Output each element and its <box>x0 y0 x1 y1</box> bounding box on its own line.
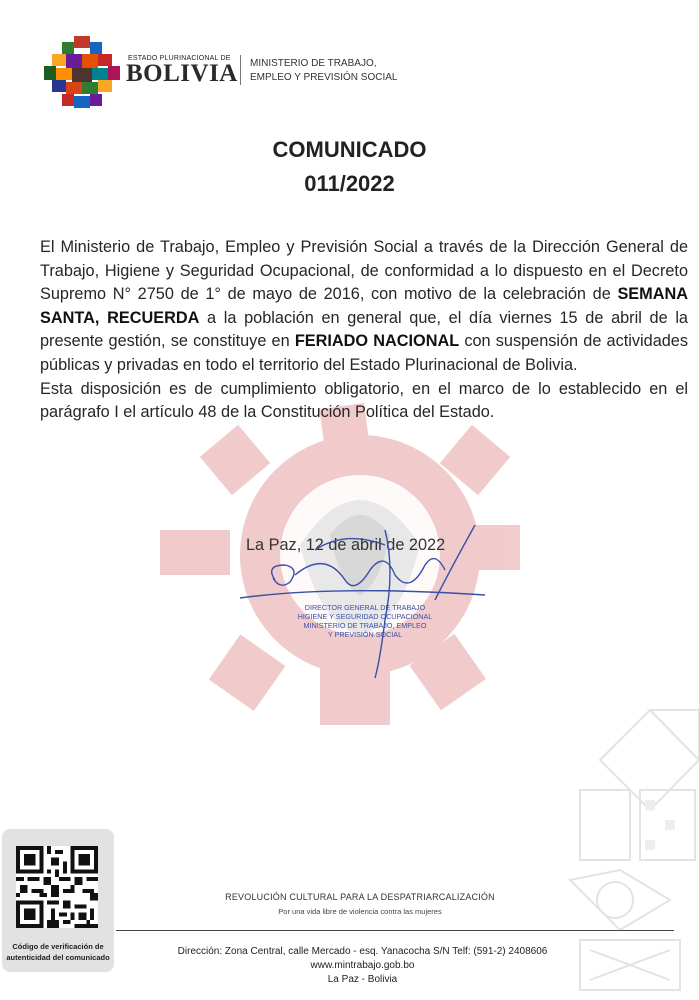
header-divider <box>240 55 241 85</box>
footer-slogan: REVOLUCIÓN CULTURAL PARA LA DESPATRIARCALIZACIÓN <box>225 892 495 902</box>
body-paragraph-2: Esta disposición es de cumplimiento obligatorio, en el marco de lo establecido en el parágrafo I el artículo 48 de la Constitución Política del Estado. <box>40 379 688 422</box>
bolivia-wordmark: BOLIVIA <box>126 60 238 87</box>
document-body <box>40 236 688 425</box>
signatory-title-line1: DIRECTOR GENERAL DE TRABAJO <box>304 603 426 612</box>
document-number: 011/2022 <box>304 171 395 196</box>
ministry-name-line1: MINISTERIO DE TRABAJO, <box>250 58 377 69</box>
signatory-title-line2: HIGIENE Y SEGURIDAD OCUPACIONAL <box>297 612 433 621</box>
footer-city: La Paz - Bolivia <box>327 974 398 985</box>
body-paragraph-1: El Ministerio de Trabajo, Empleo y Previsión Social a través de la Dirección General de Trabajo, Higiene y Seguridad Ocupacional, de conformidad a lo dispuesto en el Decreto Supremo N° 2750 de 1° de mayo de 2016, con motivo de la celebración de SEMANA SANTA, RECUERDA a la población en general que, el día viernes 15 de abril de la presente gestión, se constituye en FERIADO NACIONAL con suspensión de actividades públicas y privadas en todo el territorio del Estado Plurinacional de Bolivia. <box>40 238 688 374</box>
document-title: COMUNICADO <box>272 137 427 162</box>
qr-caption-line1: Código de verificación de <box>12 942 104 951</box>
qr-caption-line2: autenticidad del comunicado <box>6 953 110 962</box>
footer-slogan-subtitle: Por una vida libre de violencia contra las mujeres <box>278 907 442 916</box>
footer-address: Dirección: Zona Central, calle Mercado - esq. Yanacocha S/N Telf: (591-2) 2408606 <box>177 946 548 957</box>
footer-divider <box>116 930 674 931</box>
director-signature-stamp <box>235 510 495 680</box>
bolivia-state-logo <box>44 36 120 108</box>
ministry-name-line2: EMPLEO Y PREVISIÓN SOCIAL <box>250 72 398 83</box>
place-and-date: La Paz, 12 de abril de 2022 <box>246 536 446 554</box>
estado-plurinacional-label: ESTADO PLURINACIONAL DE <box>128 55 231 62</box>
national-holiday-emphasis: FERIADO NACIONAL <box>294 332 460 351</box>
signatory-title-line3: MINISTERIO DE TRABAJO, EMPLEO <box>303 621 427 630</box>
qr-code-icon[interactable] <box>16 846 98 928</box>
footer-website-link[interactable]: www.mintrabajo.gob.bo <box>310 960 415 971</box>
signatory-title-line4: Y PREVISIÓN SOCIAL <box>327 630 403 639</box>
holiday-name-emphasis: SEMANA SANTA, RECUERDA <box>40 285 688 327</box>
